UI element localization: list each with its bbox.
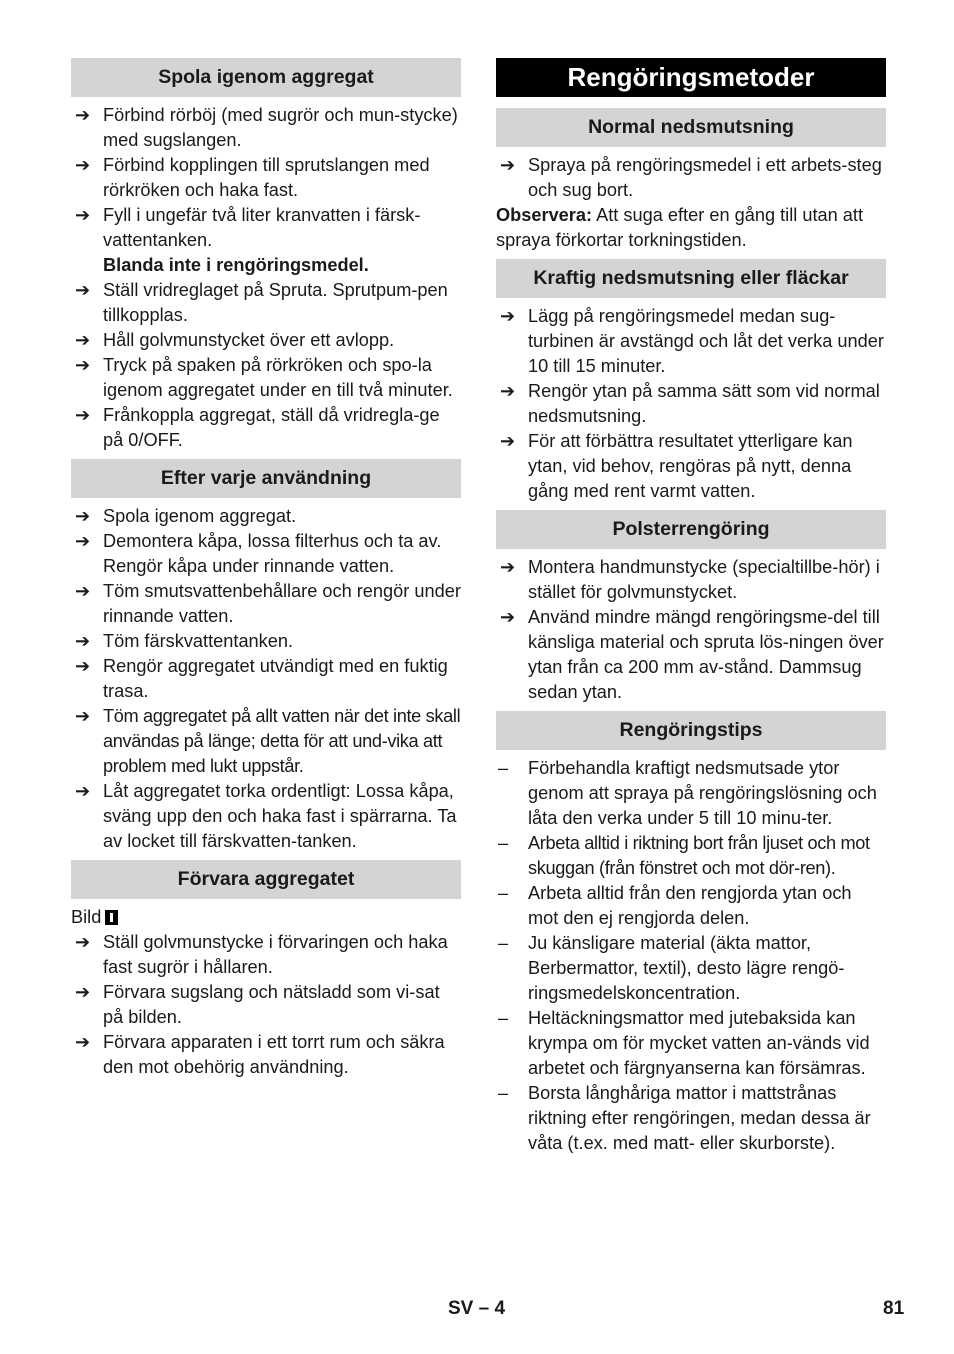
arrow-icon: ➔ [75, 1032, 91, 1052]
list-item: ➔ Tryck på spaken på rörkröken och spo-la igenom aggregatet under en till två minuter. [75, 355, 453, 400]
section-heading: Kraftig nedsmutsning eller fläckar [496, 259, 886, 298]
list-item: ➔ Töm smutsvattenbehållare och rengör under rinnande vatten. [75, 581, 461, 626]
list-item: ➔ Frånkoppla aggregat, ställ då vridregla-ge på 0/OFF. [75, 405, 440, 450]
list-item: ➔ Spraya på rengöringsmedel i ett arbets-steg och sug bort. [500, 155, 882, 200]
arrow-icon: ➔ [75, 205, 91, 225]
arrow-icon: ➔ [75, 932, 91, 952]
section-heading: Förvara aggregatet [71, 860, 461, 899]
list-item: ➔ Rengör ytan på samma sätt som vid normal nedsmutsning. [500, 381, 880, 426]
section-heading: Rengöringstips [496, 711, 886, 750]
list-item: ➔ Ställ golvmunstycke i förvaringen och haka fast sugrör i hållaren. [75, 932, 448, 977]
figure-marker-icon [105, 910, 118, 925]
list-item: ➔ Töm aggregatet på allt vatten när det inte skall användas på länge; detta för att und-vika att problem med lukt uppstår. [75, 706, 461, 776]
list-item: – Arbeta alltid i riktning bort från ljuset och mot skuggan (från fönstret och mot dör-ren). [498, 833, 870, 878]
arrow-icon: ➔ [75, 656, 91, 676]
list-item: ➔ Förbind rörböj (med sugrör och mun-stycke) med sugslangen. [75, 105, 458, 150]
note: Observera: Att suga efter en gång till utan att spraya förkortar torkningstiden. [496, 205, 864, 250]
warning-note: Blanda inte i rengöringsmedel. [103, 255, 369, 275]
page-number: 81 [883, 1298, 905, 1319]
list-item: ➔ Håll golvmunstycket över ett avlopp. [71, 328, 461, 353]
dash-icon: – [498, 883, 509, 903]
list-item: ➔ Spola igenom aggregat. [71, 504, 461, 529]
list-item: ➔ Demontera kåpa, lossa filterhus och ta av. Rengör kåpa under rinnande vatten. [75, 531, 442, 576]
arrow-icon: ➔ [75, 781, 91, 801]
list-item: – Heltäckningsmattor med jutebaksida kan krympa om för mycket vatten an-vänds vid arbetet och färgnyanserna kan försämras. [498, 1008, 870, 1078]
section-heading: Spola igenom aggregat [71, 58, 461, 97]
list-item: ➔ Förbind kopplingen till sprutslangen med rörkröken och haka fast. [75, 155, 430, 200]
list-item: ➔ Töm färskvattentanken. [71, 629, 461, 654]
left-column [71, 58, 461, 1080]
list-item: – Förbehandla kraftigt nedsmutsade ytor genom att spraya på rengöringslösning och låta den verka under 5 till 10 minu-ter. [498, 758, 877, 828]
figure-reference: Bild [71, 905, 461, 930]
list-item: ➔ Förvara sugslang och nätsladd som vi-sat på bilden. [75, 982, 440, 1027]
arrow-icon: ➔ [500, 306, 516, 326]
arrow-icon: ➔ [500, 607, 516, 627]
dash-icon: – [498, 933, 509, 953]
arrow-icon: ➔ [75, 706, 90, 726]
list-item: ➔ Låt aggregatet torka ordentligt: Lossa kåpa, sväng upp den och haka fast i spärrarna. Ta av locket till färskvatten-tanken. [75, 781, 457, 851]
arrow-icon: ➔ [75, 155, 91, 175]
list-item: ➔ Rengör aggregatet utvändigt med en fuktig trasa. [75, 656, 448, 701]
arrow-icon: ➔ [75, 330, 91, 350]
dash-icon: – [498, 833, 508, 853]
arrow-icon: ➔ [75, 581, 91, 601]
list-item: – Arbeta alltid från den rengjorda ytan och mot den ej rengjorda delen. [498, 883, 852, 928]
arrow-icon: ➔ [75, 105, 91, 125]
section-heading: Normal nedsmutsning [496, 108, 886, 147]
list-item: ➔ Montera handmunstycke (specialtillbe-hör) i stället för golvmunstycket. [500, 557, 880, 602]
arrow-icon: ➔ [75, 982, 91, 1002]
section-heading: Polsterrengöring [496, 510, 886, 549]
dash-icon: – [498, 758, 509, 778]
list-item: ➔ Använd mindre mängd rengöringsme-del till känsliga material och spruta lös-ningen över ytan från ca 200 mm av-stånd. Dammsug sedan ytan. [500, 607, 884, 702]
arrow-icon: ➔ [75, 506, 91, 526]
arrow-icon: ➔ [75, 280, 91, 300]
list-item: ➔ Fyll i ungefär två liter kranvatten i färsk-vattentanken. [75, 205, 421, 250]
arrow-icon: ➔ [75, 355, 91, 375]
list-item: – Ju känsligare material (äkta mattor, Berbermattor, textil), desto lägre rengö-ringsmedelskoncentration. [498, 933, 845, 1003]
dash-icon: – [498, 1008, 509, 1028]
arrow-icon: ➔ [75, 631, 91, 651]
arrow-icon: ➔ [500, 155, 516, 175]
list-item: – Borsta långhåriga mattor i mattstrånas riktning efter rengöringen, medan dessa är våta (t.ex. med matt- eller skurborste). [498, 1083, 871, 1153]
arrow-icon: ➔ [75, 405, 91, 425]
arrow-icon: ➔ [500, 381, 516, 401]
arrow-icon: ➔ [500, 431, 516, 451]
list-item: ➔ Ställ vridreglaget på Spruta. Sprutpum-pen tillkopplas. [75, 280, 448, 325]
dash-icon: – [498, 1083, 509, 1103]
list-item: ➔ För att förbättra resultatet ytterligare kan ytan, vid behov, rengöras på nytt, denna gång med rent varmt vatten. [500, 431, 853, 501]
section-heading: Efter varje användning [71, 459, 461, 498]
list-item: ➔ Lägg på rengöringsmedel medan sug-turbinen är avstängd och låt det verka under 10 till 15 minuter. [500, 306, 884, 376]
arrow-icon: ➔ [500, 557, 516, 577]
right-column [496, 58, 886, 1156]
list-item: ➔ Förvara apparaten i ett torrt rum och säkra den mot obehörig användning. [75, 1032, 445, 1077]
arrow-icon: ➔ [75, 531, 91, 551]
page-title: Rengöringsmetoder [496, 58, 886, 97]
section-page-label: SV – 4 [448, 1298, 506, 1319]
